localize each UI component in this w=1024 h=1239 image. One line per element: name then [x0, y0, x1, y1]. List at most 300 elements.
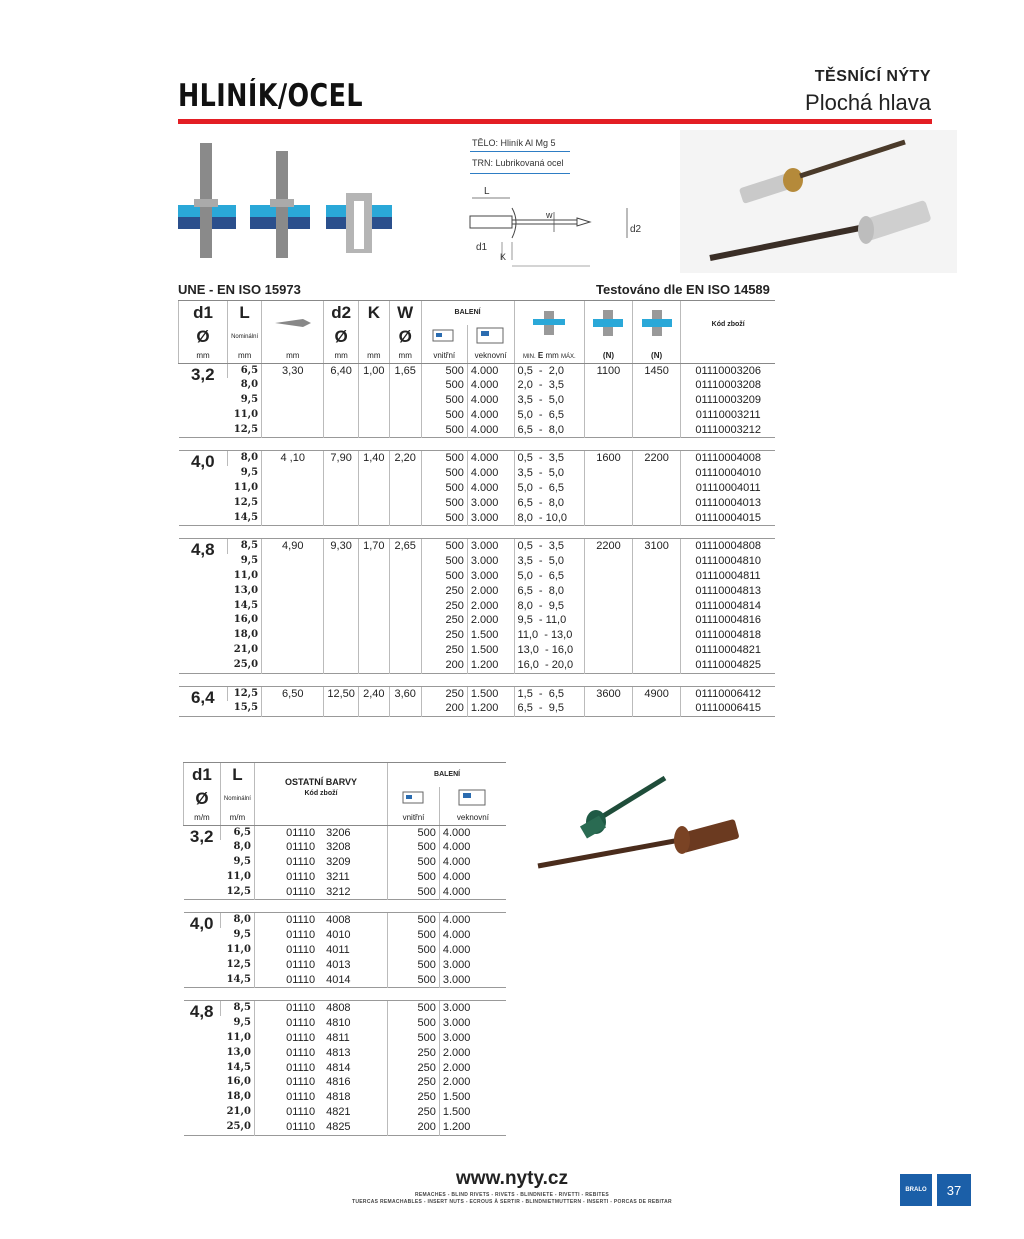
inner-pack: 250: [421, 599, 467, 614]
outer-pack: 4.000: [439, 943, 506, 958]
table-row: [184, 1120, 507, 1135]
drill-diameter: 6,50: [262, 686, 324, 701]
col-w-dia: Ø: [389, 325, 421, 349]
spec-divider: [470, 151, 570, 152]
grip-range: 3,5 - 5,0: [514, 554, 585, 569]
outer-pack: 2.000: [467, 613, 514, 628]
product-code: 01110004810: [681, 554, 775, 569]
length-value: 18,0: [233, 629, 259, 641]
color-code: 3212: [326, 885, 351, 898]
header-divider: [178, 119, 932, 124]
product-code: 01110004808: [681, 539, 775, 554]
table-row: [179, 363, 776, 378]
code-prefix: 01110: [254, 825, 318, 840]
grip-range: 6,5 - 9,5: [514, 701, 585, 716]
t2-col-other: [254, 763, 387, 811]
blank-cell: [632, 423, 681, 438]
blank-cell: [324, 701, 359, 716]
grip-range: 13,0 - 16,0: [514, 643, 585, 658]
code-prefix: 01110: [254, 1061, 318, 1076]
blank-cell: [585, 658, 633, 673]
outer-pack: 1.200: [439, 1120, 506, 1135]
group-separator: [184, 988, 507, 1001]
length-value: 9,5: [240, 555, 259, 567]
color-code: 4008: [326, 914, 351, 927]
inner-pack: 500: [421, 569, 467, 584]
code-prefix: 01110: [254, 1016, 318, 1031]
inner-pack: 500: [421, 408, 467, 423]
inner-pack: 500: [388, 1016, 440, 1031]
length-value: 11,0: [226, 870, 251, 882]
color-code: 4816: [326, 1076, 351, 1089]
shear-strength: 1600: [585, 451, 633, 466]
table-end: [184, 1135, 507, 1136]
table-row: [179, 481, 776, 496]
t2-label-outer: veknovní: [439, 811, 506, 826]
blank-cell: [632, 569, 681, 584]
color-code: 4808: [326, 1002, 351, 1015]
color-code: 4811: [326, 1032, 350, 1045]
product-code: 01110004814: [681, 599, 775, 614]
col-d1: d1: [179, 301, 228, 325]
inner-pack: 200: [388, 1120, 440, 1135]
outer-pack: 1.500: [439, 1090, 506, 1105]
col-k-blank: [358, 325, 389, 349]
table-row: [184, 1075, 507, 1090]
d1-value: 3,2: [189, 826, 214, 846]
length-value: 16,0: [233, 614, 259, 626]
length-value: 8,0: [220, 913, 254, 928]
table-row: [179, 451, 776, 466]
color-code: 4818: [326, 1091, 351, 1104]
length-value: 8,5: [220, 1001, 254, 1016]
standard-tested: Testováno dle EN ISO 14589: [596, 282, 770, 297]
product-code: 01110006412: [681, 686, 775, 701]
blank-cell: [324, 599, 359, 614]
product-code: 01110003208: [681, 378, 775, 393]
website-url[interactable]: www.nyty.cz: [456, 1168, 568, 1189]
col-k: K: [358, 301, 389, 325]
table-row: [179, 643, 776, 658]
blank-cell: [358, 408, 389, 423]
inner-pack: 500: [388, 840, 440, 855]
blank-cell: [262, 496, 324, 511]
table-row: [179, 613, 776, 628]
product-code: 01110004821: [681, 643, 775, 658]
tagline-products: REMACHES - BLIND RIVETS - RIVETS - BLINDNIETE - RIVETTI - REBITES: [415, 1192, 609, 1198]
blank-cell: [585, 613, 633, 628]
blank-cell: [358, 701, 389, 716]
length-value: 14,5: [226, 973, 251, 985]
product-code: 01110006415: [681, 701, 775, 716]
outer-pack: 1.200: [467, 658, 514, 673]
length-value: 11,0: [226, 1032, 251, 1044]
blank-cell: [358, 496, 389, 511]
blank-cell: [632, 481, 681, 496]
table-row: [184, 855, 507, 870]
inner-pack: 500: [388, 1031, 440, 1046]
blank-cell: [632, 658, 681, 673]
length-value: 9,5: [240, 467, 259, 479]
rivet-spec-table: [178, 300, 775, 718]
code-prefix: 01110: [254, 1001, 318, 1016]
mandrel-diameter: 1,65: [389, 363, 421, 378]
outer-pack: 4.000: [439, 840, 506, 855]
d1-value: 3,2: [190, 364, 215, 384]
outer-pack: 4.000: [439, 885, 506, 900]
d1-value: 6,4: [190, 687, 215, 707]
blank-cell: [358, 599, 389, 614]
table-row: [179, 658, 776, 673]
code-prefix: 01110: [254, 913, 318, 928]
color-code: 3206: [326, 826, 351, 839]
outer-pack: 4.000: [467, 481, 514, 496]
blank-cell: [585, 554, 633, 569]
unit-l: mm: [228, 349, 262, 364]
blank-cell: [358, 613, 389, 628]
grip-range: 6,5 - 8,0: [514, 423, 585, 438]
code-prefix: 01110: [254, 840, 318, 855]
blank-cell: [585, 466, 633, 481]
code-prefix: 01110: [254, 1090, 318, 1105]
blank-cell: [632, 613, 681, 628]
table-row: [179, 569, 776, 584]
grip-range: 0,5 - 2,0: [514, 363, 585, 378]
shear-strength: 2200: [585, 539, 633, 554]
blank-cell: [389, 481, 421, 496]
table-row: [184, 973, 507, 988]
blank-cell: [389, 423, 421, 438]
mandrel-diameter: 2,65: [389, 539, 421, 554]
dim-label-d2: d2: [630, 224, 642, 235]
length-value: 18,0: [226, 1091, 251, 1103]
mandrel-diameter: 2,20: [389, 451, 421, 466]
blank-cell: [324, 658, 359, 673]
blank-cell: [324, 481, 359, 496]
col-baleni: BALENÍ: [421, 301, 514, 325]
product-code: 01110004816: [681, 613, 775, 628]
table-row: [184, 1016, 507, 1031]
color-code: 4810: [326, 1017, 351, 1030]
blank-cell: [358, 378, 389, 393]
blank-cell: [324, 584, 359, 599]
tensile-strength: 2200: [632, 451, 681, 466]
blank-cell: [358, 643, 389, 658]
blank-cell: [632, 496, 681, 511]
table-row: [184, 1105, 507, 1120]
inner-pack: 500: [421, 554, 467, 569]
blank-cell: [324, 496, 359, 511]
blank-cell: [324, 378, 359, 393]
code-prefix: 01110: [254, 855, 318, 870]
t2-label-inner: vnitřní: [388, 811, 440, 826]
inner-pack: 500: [388, 870, 440, 885]
head-height: 1,70: [358, 539, 389, 554]
table-row: [179, 628, 776, 643]
inner-pack: 250: [388, 1090, 440, 1105]
table-row: [184, 958, 507, 973]
col-w: W: [389, 301, 421, 325]
color-code: 4011: [326, 944, 350, 957]
length-value: 8,5: [228, 539, 262, 554]
grip-range: 9,5 - 11,0: [514, 613, 585, 628]
color-code: 4010: [326, 929, 351, 942]
inner-pack: 500: [421, 496, 467, 511]
table-row: [184, 943, 507, 958]
blank-cell: [632, 393, 681, 408]
d1-value: 4,0: [190, 452, 215, 472]
length-value: 14,5: [226, 1061, 251, 1073]
t2-unit-code: [254, 811, 387, 826]
length-value: 14,5: [233, 511, 259, 523]
t2-col-baleni: BALENÍ: [388, 763, 506, 787]
table-row: [179, 599, 776, 614]
color-code: 3209: [326, 856, 351, 869]
outer-pack: 2.000: [467, 599, 514, 614]
outer-pack: 2.000: [439, 1061, 506, 1076]
color-code: 4814: [326, 1061, 351, 1074]
blank-cell: [324, 613, 359, 628]
label-min: MIN.: [522, 354, 536, 360]
blank-cell: [389, 569, 421, 584]
group-separator: [179, 673, 776, 686]
col-l: L: [228, 301, 262, 325]
shear-strength: 1100: [585, 363, 633, 378]
table-row: [179, 496, 776, 511]
other-colors-table: [183, 762, 506, 1136]
length-value: 9,5: [233, 1017, 251, 1029]
blank-cell: [585, 584, 633, 599]
blank-cell: [632, 599, 681, 614]
code-prefix: 01110: [254, 973, 318, 988]
inner-pack: 500: [388, 973, 440, 988]
outer-pack: 3.000: [439, 1016, 506, 1031]
blank-cell: [324, 511, 359, 526]
head-diameter: 6,40: [324, 363, 359, 378]
length-value: 12,5: [226, 885, 251, 897]
shear-icon: [585, 301, 633, 349]
head-height: 1,00: [358, 363, 389, 378]
length-value: 11,0: [233, 570, 259, 582]
outer-pack: 4.000: [439, 855, 506, 870]
blank-cell: [358, 511, 389, 526]
grip-range: 0,5 - 3,5: [514, 539, 585, 554]
product-code: 01110004818: [681, 628, 775, 643]
outer-pack: 4.000: [467, 466, 514, 481]
col-d2: d2: [324, 301, 359, 325]
unit-d1: mm: [179, 349, 228, 364]
code-prefix: 01110: [254, 1120, 318, 1135]
product-code: 01110003206: [681, 363, 775, 378]
drill-diameter: 3,30: [262, 363, 324, 378]
length-value: 16,0: [226, 1076, 251, 1088]
outer-pack: 4.000: [439, 825, 506, 840]
blank-cell: [262, 408, 324, 423]
outer-pack: 1.500: [467, 643, 514, 658]
outer-pack: 4.000: [467, 393, 514, 408]
table-row: [179, 686, 776, 701]
inner-pack: 500: [421, 511, 467, 526]
blank-cell: [585, 393, 633, 408]
unit-d2: mm: [324, 349, 359, 364]
length-value: 9,5: [233, 856, 251, 868]
grip-range: 6,5 - 8,0: [514, 496, 585, 511]
code-prefix: 01110: [254, 928, 318, 943]
blank-cell: [585, 569, 633, 584]
shear-strength: 3600: [585, 686, 633, 701]
blank-cell: [262, 628, 324, 643]
outer-pack: 4.000: [467, 451, 514, 466]
length-value: 12,5: [226, 958, 251, 970]
table-row: [179, 423, 776, 438]
t2-code-label: Kód zboží: [304, 789, 338, 797]
product-code: 01110004010: [681, 466, 775, 481]
blank-cell: [389, 628, 421, 643]
product-code: 01110004008: [681, 451, 775, 466]
t2-box-inner-icon: [388, 787, 440, 811]
length-value: 14,5: [233, 599, 259, 611]
code-prefix: 01110: [254, 943, 318, 958]
length-value: 9,5: [233, 929, 251, 941]
length-value: 13,0: [226, 1046, 251, 1058]
length-value: 8,0: [233, 841, 251, 853]
inner-pack: 500: [388, 913, 440, 928]
bralo-logo: BRALO: [900, 1174, 932, 1206]
head-diameter: 12,50: [324, 686, 359, 701]
inner-pack: 250: [388, 1046, 440, 1061]
table-row: [184, 1001, 507, 1016]
inner-pack: 200: [421, 701, 467, 716]
grip-range: 8,0 - 10,0: [514, 511, 585, 526]
outer-pack: 4.000: [439, 913, 506, 928]
blank-cell: [262, 569, 324, 584]
rivet-section-illustration: [178, 143, 393, 258]
outer-pack: 3.000: [467, 569, 514, 584]
tensile-strength: 3100: [632, 539, 681, 554]
tension-icon: [632, 301, 681, 349]
table-row: [179, 378, 776, 393]
label-e: E: [537, 351, 544, 360]
table-row: [184, 885, 507, 900]
table-row: [179, 554, 776, 569]
color-code: 4821: [326, 1106, 351, 1119]
inner-pack: 500: [388, 885, 440, 900]
outer-pack: 4.000: [439, 870, 506, 885]
blank-cell: [632, 511, 681, 526]
blank-cell: [585, 599, 633, 614]
product-code: 01110004811: [681, 569, 775, 584]
rivet-dimension-diagram: [462, 180, 652, 268]
outer-pack: 1.500: [439, 1105, 506, 1120]
outer-pack: 2.000: [467, 584, 514, 599]
inner-pack: 250: [388, 1075, 440, 1090]
blank-cell: [585, 481, 633, 496]
blank-cell: [389, 466, 421, 481]
blank-cell: [389, 393, 421, 408]
color-code: 3211: [326, 870, 350, 883]
t2-col-d1: d1: [184, 763, 221, 787]
product-code: 01110004011: [681, 481, 775, 496]
blank-cell: [262, 511, 324, 526]
t2-col-l-nominal: Nominální: [220, 787, 254, 811]
col-d2-dia: Ø: [324, 325, 359, 349]
blank-cell: [389, 511, 421, 526]
blank-cell: [358, 628, 389, 643]
outer-pack: 2.000: [439, 1046, 506, 1061]
outer-pack: 3.000: [467, 539, 514, 554]
blank-cell: [389, 378, 421, 393]
blank-cell: [262, 378, 324, 393]
grip-range: 0,5 - 3,5: [514, 451, 585, 466]
table-row: [184, 928, 507, 943]
table-row: [179, 584, 776, 599]
blank-cell: [632, 408, 681, 423]
outer-pack: 4.000: [467, 378, 514, 393]
head-height: 1,40: [358, 451, 389, 466]
table-row: [184, 1046, 507, 1061]
inner-pack: 250: [421, 628, 467, 643]
length-value: 25,0: [226, 1120, 251, 1132]
blank-cell: [324, 423, 359, 438]
length-value: 12,5: [228, 686, 262, 701]
table-row: [184, 1031, 507, 1046]
product-code: 01110004825: [681, 658, 775, 673]
unit-code: [681, 349, 775, 364]
blank-cell: [632, 378, 681, 393]
inner-pack: 250: [421, 584, 467, 599]
unit-w: mm: [389, 349, 421, 364]
blank-cell: [324, 466, 359, 481]
blank-cell: [358, 658, 389, 673]
blank-cell: [585, 511, 633, 526]
blank-cell: [585, 423, 633, 438]
length-value: 13,0: [233, 584, 259, 596]
blank-cell: [262, 554, 324, 569]
table-row: [179, 539, 776, 554]
outer-pack: 3.000: [439, 1031, 506, 1046]
dim-label-d1: d1: [476, 242, 488, 253]
blank-cell: [324, 628, 359, 643]
dim-label-k: K: [500, 252, 507, 262]
category-title: TĚSNÍCÍ NÝTY: [814, 68, 931, 85]
tensile-strength: 1450: [632, 363, 681, 378]
grip-range: 6,5 - 8,0: [514, 584, 585, 599]
length-value: 11,0: [226, 944, 251, 956]
mandrel-diameter: 3,60: [389, 686, 421, 701]
blank-cell: [358, 393, 389, 408]
blank-cell: [262, 599, 324, 614]
inner-pack: 500: [421, 393, 467, 408]
label-outer: veknovní: [467, 349, 514, 364]
code-prefix: 01110: [254, 885, 318, 900]
inner-pack: 500: [421, 363, 467, 378]
blank-cell: [389, 554, 421, 569]
table-row: [179, 393, 776, 408]
code-prefix: 01110: [254, 1046, 318, 1061]
body-material: TĚLO: Hliník Al Mg 5: [472, 138, 556, 148]
blank-cell: [585, 628, 633, 643]
outer-pack: 4.000: [439, 928, 506, 943]
blank-cell: [324, 643, 359, 658]
grip-range: 3,5 - 5,0: [514, 393, 585, 408]
group-separator: [184, 900, 507, 913]
blank-cell: [262, 658, 324, 673]
table-end: [179, 717, 776, 718]
inner-pack: 500: [388, 825, 440, 840]
inner-pack: 500: [388, 958, 440, 973]
inner-pack: 500: [388, 855, 440, 870]
outer-pack: 4.000: [467, 423, 514, 438]
